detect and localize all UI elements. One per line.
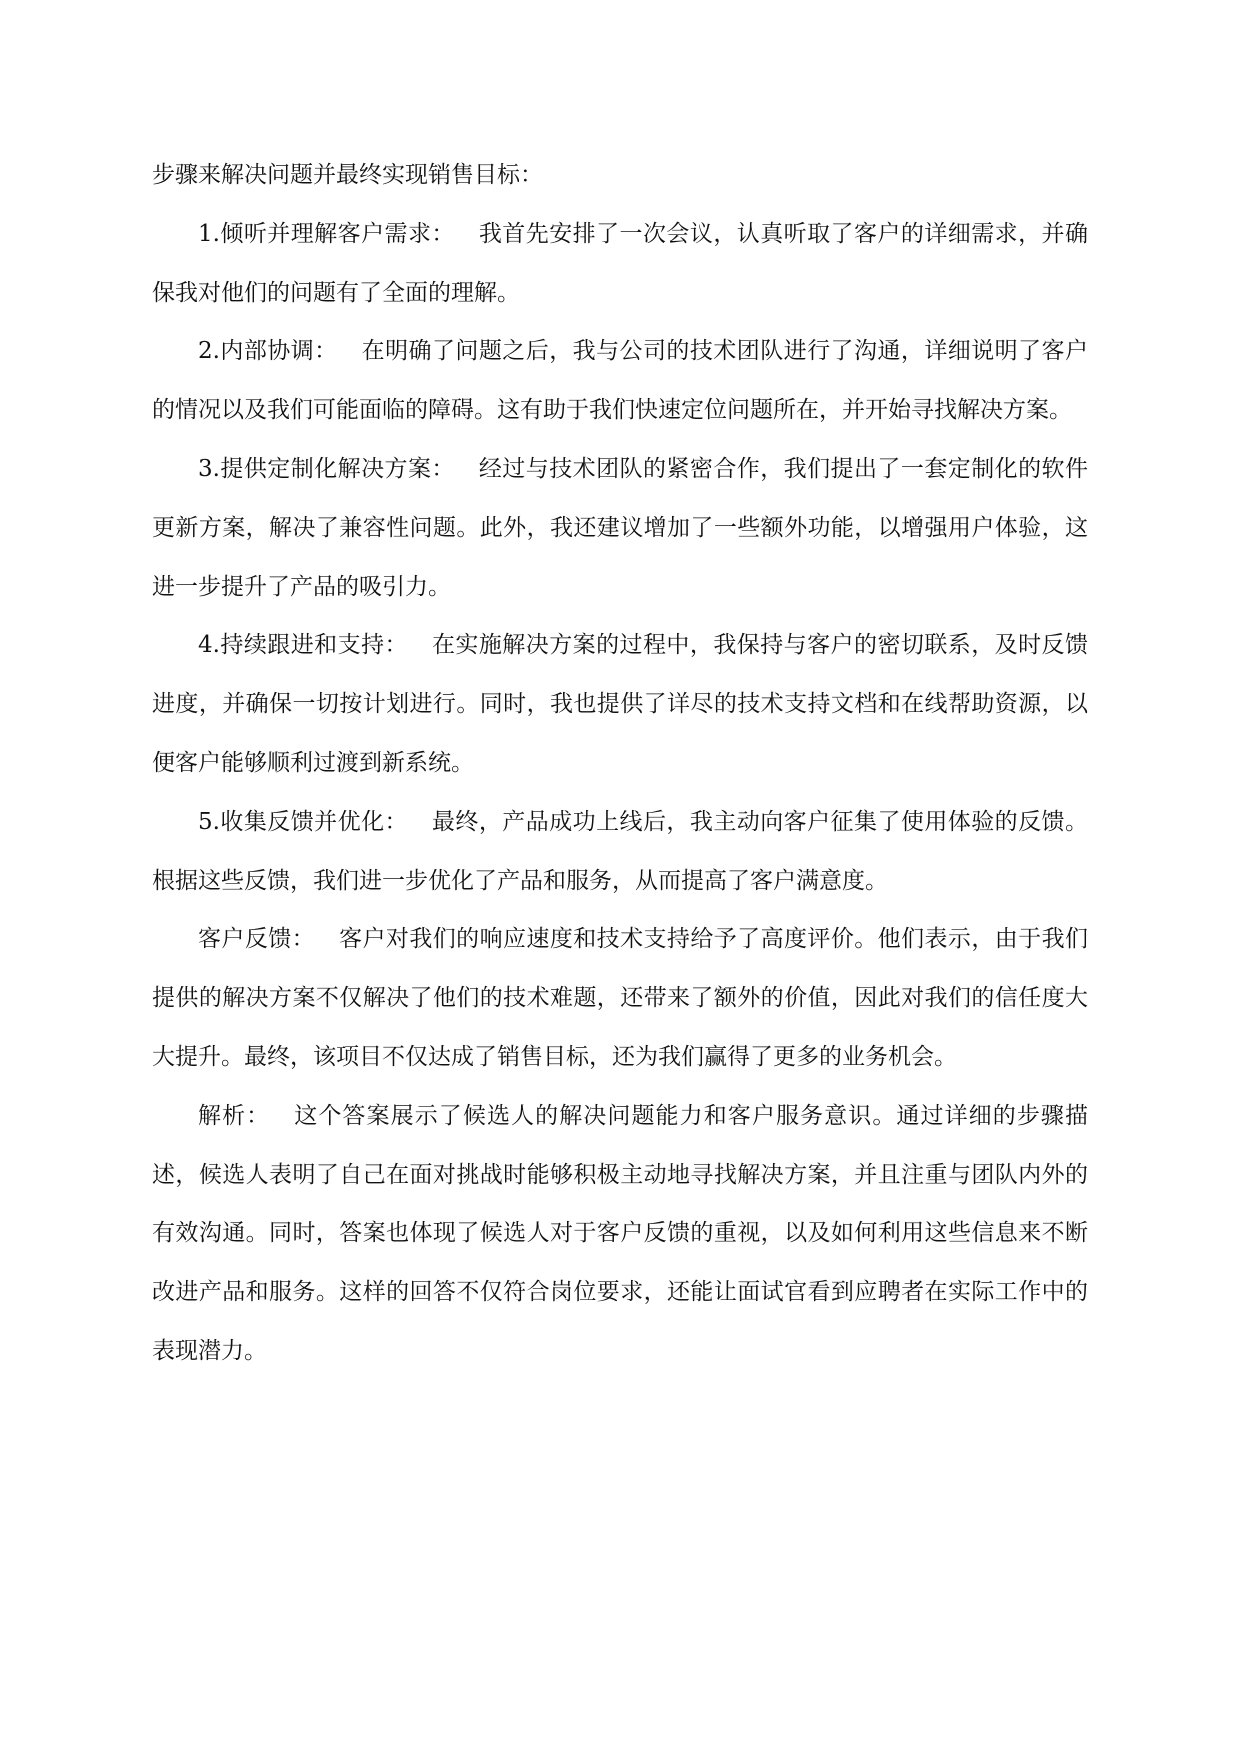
step-label: 4.持续跟进和支持：	[198, 632, 408, 659]
step-text: 在明确了问题之后，我与公司的技术团队进行了沟通，详细说明了客户的情况以及我们可能面临的障碍。这有助于我们快速定位问题所在，并开始寻找解决方案。	[152, 338, 1088, 424]
document-page	[152, 146, 1088, 1381]
step-label: 5.收集反馈并优化：	[198, 808, 408, 835]
step-paragraph-1	[152, 205, 1088, 323]
step-paragraph-2	[152, 322, 1088, 440]
step-text: 最终，产品成功上线后，我主动向客户征集了使用体验的反馈。根据这些反馈，我们进一步优化了产品和服务，从而提高了客户满意度。	[152, 808, 1089, 894]
step-paragraph-3	[152, 440, 1088, 616]
step-text: 在实施解决方案的过程中，我保持与客户的密切联系，及时反馈进度，并确保一切按计划进行。同时，我也提供了详尽的技术支持文档和在线帮助资源，以便客户能够顺利过渡到新系统。	[152, 632, 1089, 776]
feedback-label: 客户反馈：	[198, 926, 316, 953]
step-paragraph-4	[152, 616, 1088, 792]
analysis-label: 解析：	[198, 1102, 271, 1129]
step-text: 我首先安排了一次会议，认真听取了客户的详细需求，并确保我对他们的问题有了全面的理解。	[152, 220, 1089, 306]
analysis-paragraph	[152, 1087, 1088, 1381]
analysis-text: 这个答案展示了候选人的解决问题能力和客户服务意识。通过详细的步骤描述，候选人表明了自己在面对挑战时能够积极主动地寻找解决方案，并且注重与团队内外的有效沟通。同时，答案也体现了候选人对于客户反馈的重视，以及如何利用这些信息来不断改进产品和服务。这样的回答不仅符合岗位要求，还能让面试官看到应聘者在实际工作中的表现潜力。	[152, 1102, 1089, 1364]
feedback-paragraph	[152, 910, 1088, 1086]
step-label: 1.倾听并理解客户需求：	[198, 220, 455, 247]
feedback-text: 客户对我们的响应速度和技术支持给予了高度评价。他们表示，由于我们提供的解决方案不仅解决了他们的技术难题，还带来了额外的价值，因此对我们的信任度大大提升。最终，该项目不仅达成了销售目标，还为我们赢得了更多的业务机会。	[152, 926, 1089, 1070]
step-label: 2.内部协调：	[198, 338, 338, 365]
step-text: 经过与技术团队的紧密合作，我们提出了一套定制化的软件更新方案，解决了兼容性问题。此外，我还建议增加了一些额外功能，以增强用户体验，这进一步提升了产品的吸引力。	[152, 455, 1089, 600]
step-paragraph-5	[152, 793, 1088, 911]
intro-paragraph: 步骤来解决问题并最终实现销售目标：	[152, 162, 543, 188]
step-label: 3.提供定制化解决方案：	[198, 455, 455, 482]
